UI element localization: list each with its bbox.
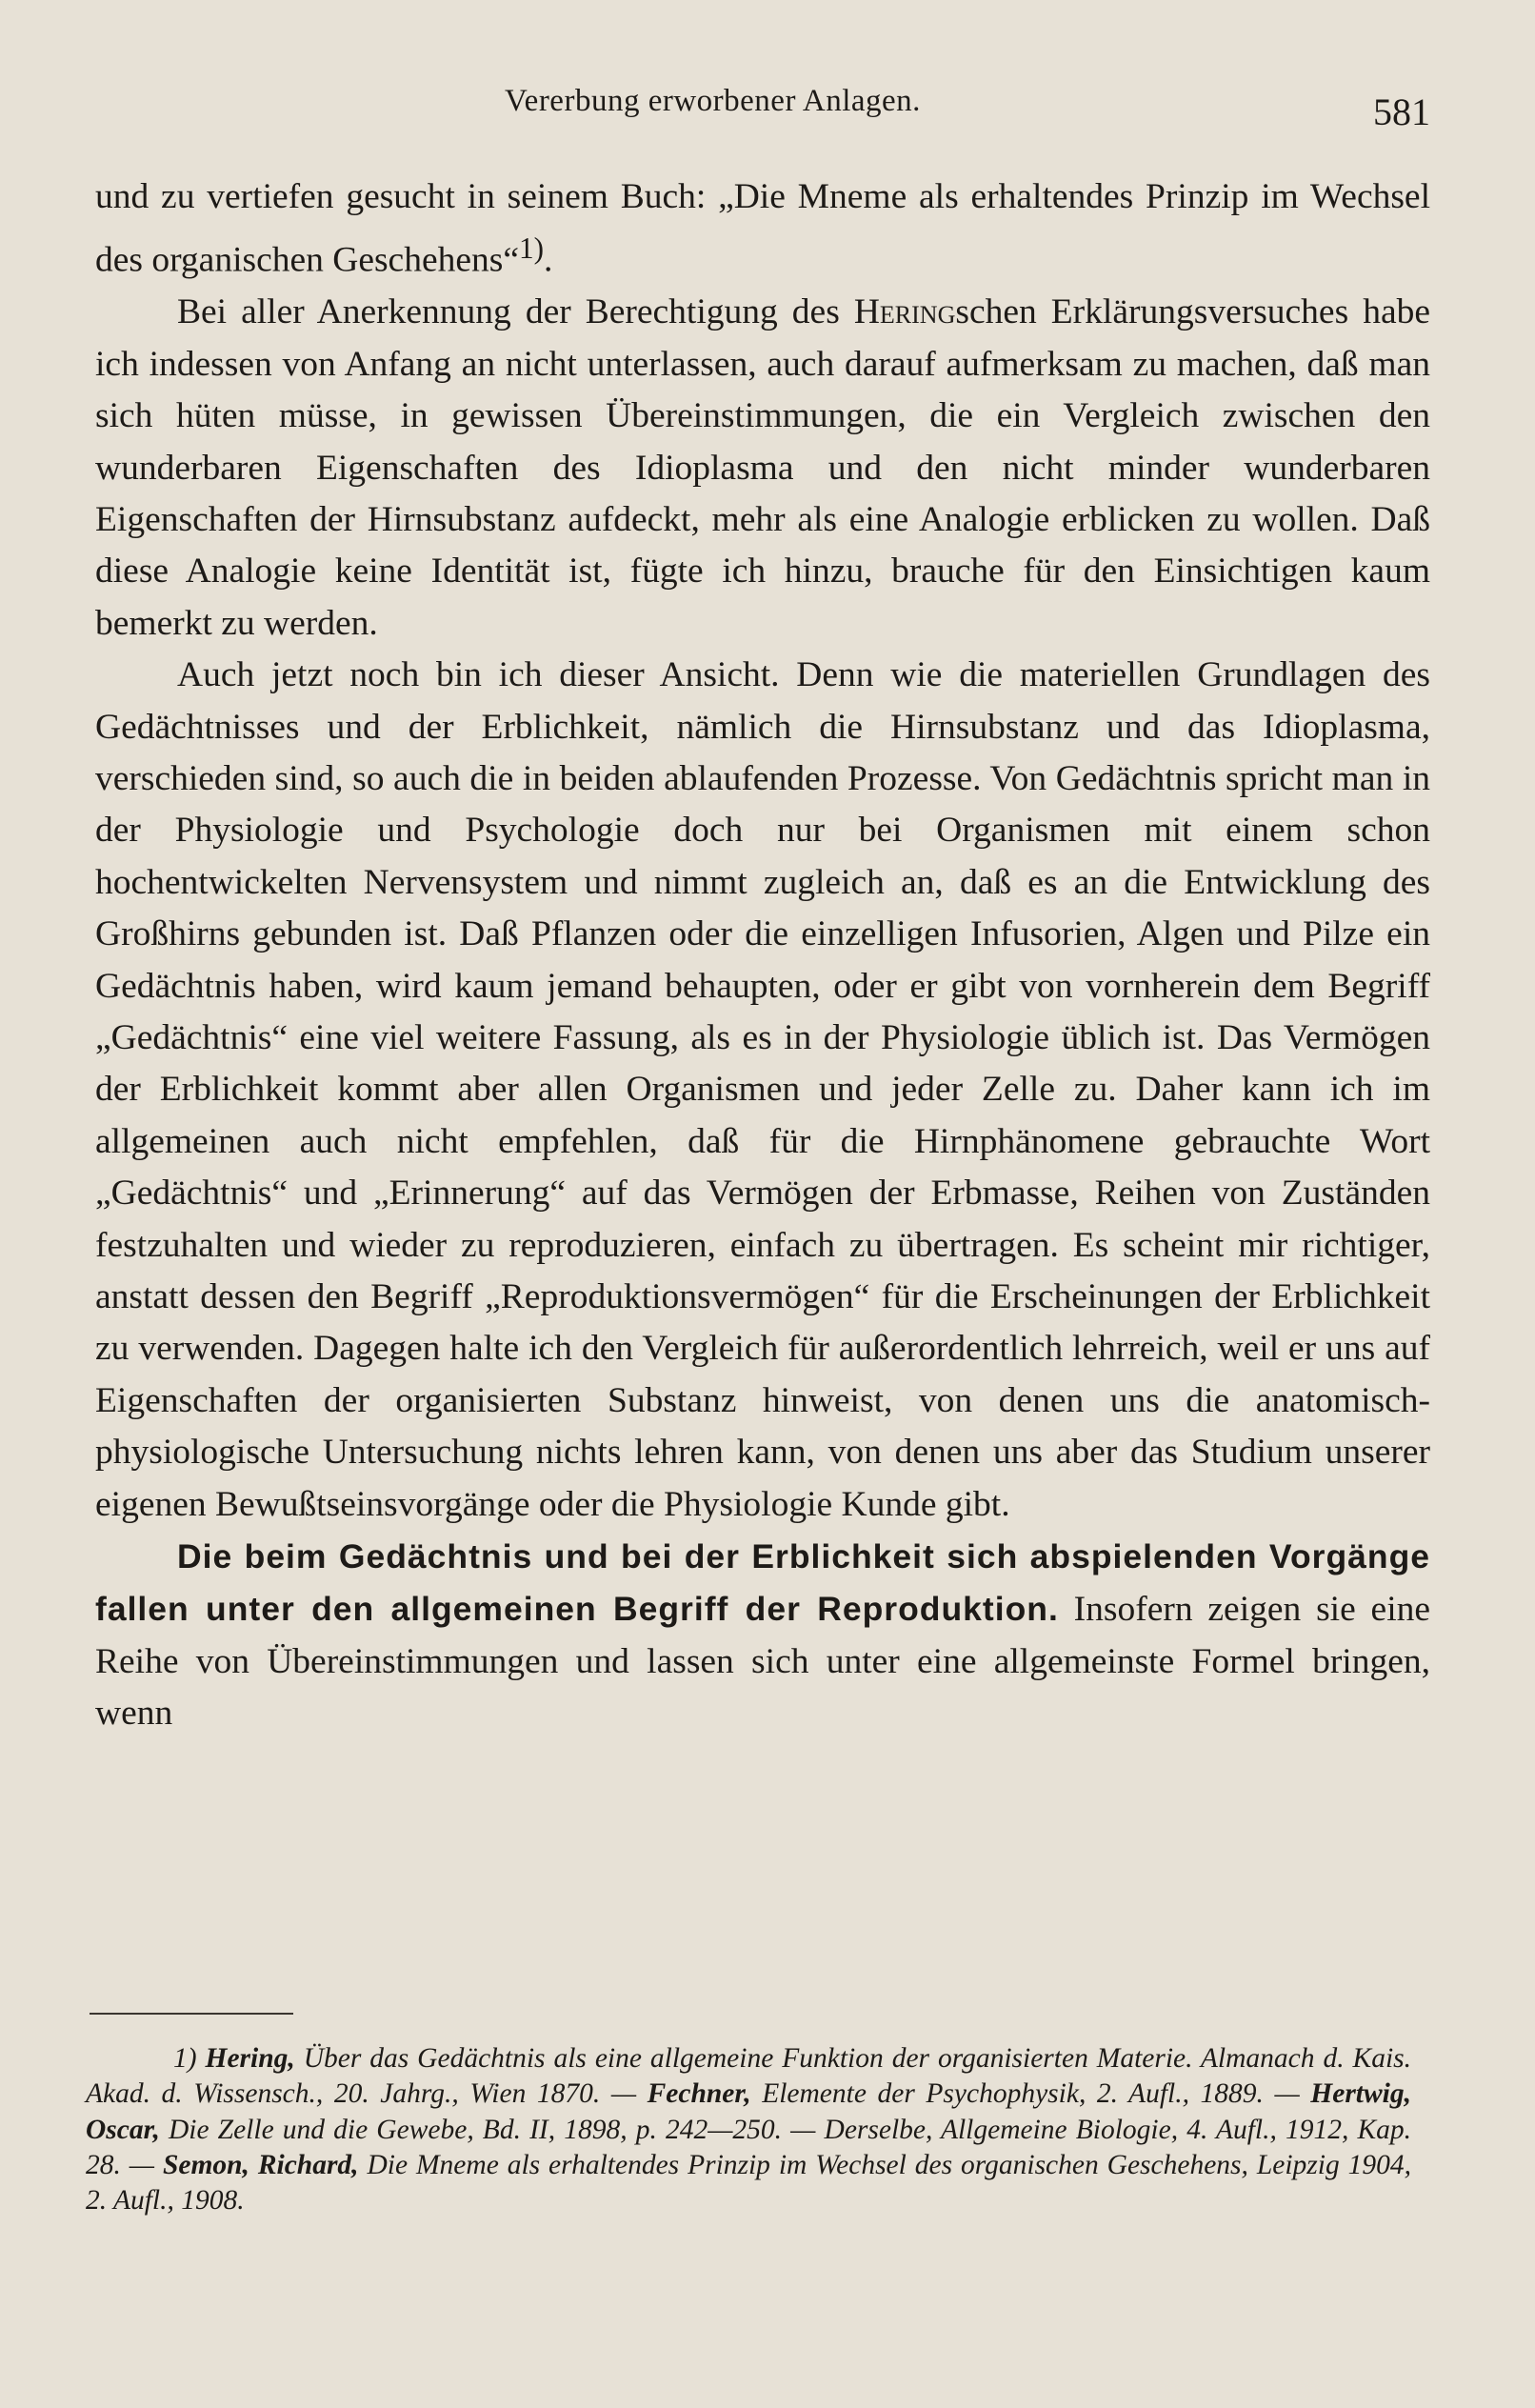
paragraph-3: Auch jetzt noch bin ich dieser Ansicht. Denn wie die materiellen Grundlagen des Gedächtnisses und der Erblichkeit, nämlich die Hirnsubstanz und das Idioplasma, verschieden sind, so auch die in beiden ablaufenden Prozesse. Von Gedächtnis spricht man in der Physiologie und Psychologie doch nur bei Organismen mit einem schon hochentwickelten Nervensystem und nimmt zugleich an, daß es an die Entwicklung des Großhirns gebunden ist. Daß Pflanzen oder die einzelligen Infusorien, Algen und Pilze ein Gedächtnis haben, wird kaum jemand behaupten, oder er gibt von vornherein dem Begriff „Gedächtnis“ eine viel weitere Fassung, als es in der Physiologie üblich ist. Das Vermögen der Erblichkeit kommt aber allen Organismen und jeder Zelle zu. Daher kann ich im allgemeinen auch nicht empfehlen, daß für die Hirnphänomene gebrauchte Wort „Gedächtnis“ und „Erinnerung“ auf das Vermögen der Erbmasse, Reihen von Zuständen festzuhalten und wieder zu reproduzieren, einfach zu übertragen. Es scheint mir richtiger, anstatt dessen den Begriff „Reproduktionsvermögen“ für die Erscheinungen der Erblichkeit zu verwenden. Dagegen halte ich den Vergleich für außerordentlich lehrreich, weil er uns auf Eigenschaften der organisierten Substanz hinweist, von denen uns die anatomisch-physiologische Untersuchung nichts lehren kann, von denen uns aber das Studium unserer eigenen Bewußtseinsvorgänge oder die Physiologie Kunde gibt. (95, 655, 1430, 1524)
paragraph-4 (95, 1531, 1430, 1740)
paragraph-1-text: und zu vertiefen gesucht in seinem Buch: „Die Mneme als erhaltendes Prinzip im Wechsel des organischen Geschehens“ (95, 177, 1430, 280)
footnote-text-3: Die Zelle und die Gewebe, Bd. II, 1898, p. 242—250. — Derselbe, Allgemeine Biologie, 4. Aufl., 1912, Kap. 28. — (86, 2114, 1411, 2180)
footnote-separator (90, 2013, 293, 2015)
footnote-author-semon: Semon, Richard, (162, 2149, 359, 2180)
footnote-author-fechner: Fechner, (647, 2078, 751, 2110)
running-head: Vererbung erworbener Anlagen. (505, 84, 921, 118)
body-text (95, 171, 1430, 1740)
emphasized-thesis: Die beim Gedächtnis und bei der Erblichkeit sich abspielenden Vorgänge fallen unter den allgemeinen Begriff der Reproduktion. (95, 1537, 1430, 1629)
footnote-marker: 1) (173, 2043, 197, 2074)
footnote (86, 2041, 1411, 2218)
footnote-reference: 1) (518, 231, 545, 266)
paragraph-1-end: . (544, 240, 553, 280)
paragraph-2 (95, 287, 1430, 650)
paragraph-2-text-b: schen Erklärungsversuches habe ich indessen von Anfang an nicht unterlassen, auch darauf aufmerksam zu machen, daß man sich hüten müsse, in gewissen Übereinstimmungen, die ein Vergleich zwischen den wunderbaren Eigenschaften des Idioplasma und den nicht minder wunderbaren Eigenschaften der Hirnsubstanz aufdeckt, mehr als eine Analogie erblicken zu wollen. Daß diese Analogie keine Identität ist, fügte ich hinzu, brauche für den Einsichtigen kaum bemerkt zu werden. (95, 292, 1430, 643)
author-name-hering: Hering (853, 292, 956, 332)
paragraph-2-text-a: Bei aller Anerkennung der Berechtigung des (177, 292, 854, 332)
footnote-text-2: Elemente der Psychophysik, 2. Aufl., 1889. — (750, 2078, 1311, 2110)
footnote-author-hertwig: Hertwig, Oscar, (86, 2078, 1411, 2145)
footnote-author-hering: Hering, (205, 2043, 295, 2074)
page-number: 581 (1373, 90, 1430, 133)
footnote-text-4: Die Mneme als erhaltendes Prinzip im Wechsel des organischen Geschehens, Leipzig 1904, 2. Aufl., 1908. (86, 2149, 1411, 2217)
paragraph-1 (95, 171, 1430, 287)
paragraph-4-text: Insofern zeigen sie eine Reihe von Übereinstimmungen und lassen sich unter eine allgemeinste Formel bringen, wenn (95, 1590, 1431, 1734)
footnote-text-1: Über das Gedächtnis als eine allgemeine Funktion der organisierten Materie. Almanach d. Kais. Akad. d. Wissensch., 20. Jahrg., Wien 1870. — (86, 2043, 1411, 2110)
